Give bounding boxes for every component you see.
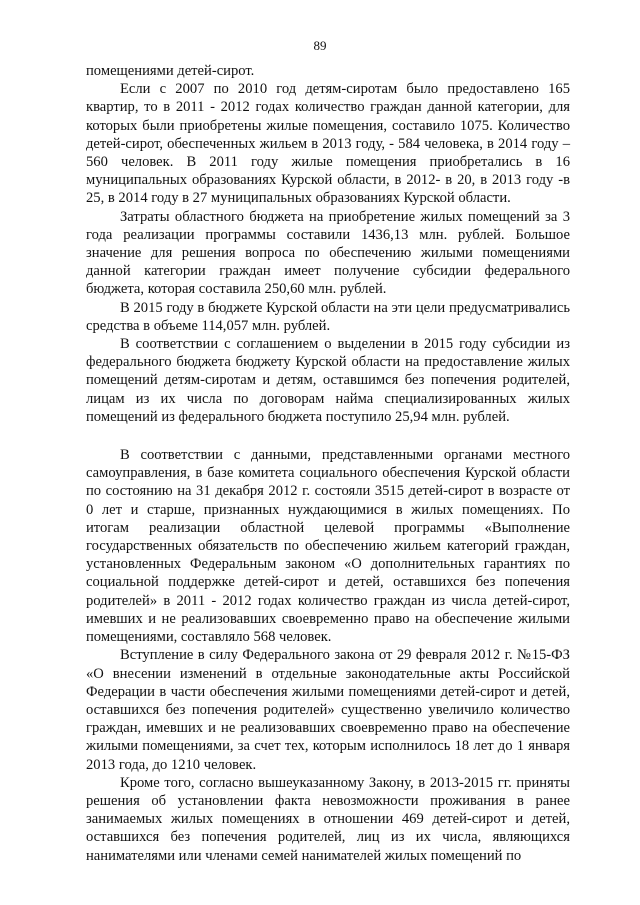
paragraph: В соответствии с данными, представленными органами местного самоуправления, в базе комитета социального обеспечения Курской области по состоянию на 31 декабря 2012 г. состояли 3515 детей-сирот в возрасте от 0 лет и старше, признанных нуждающимися в жилых помещениях. По итогам реализации областной целевой программы «Выполнение государственных обязательств по обеспечению жильем категорий граждан, установленных Федеральным законом «О дополнительных гарантиях по социальной поддержке детей-сирот и детей, оставшихся без попечения родителей» в 2011 - 2012 годах количество граждан из числа детей-сирот, имевших и не реализовавших своевременно право на обеспечение жилыми помещениями, составляло 568 человек. <box>86 447 570 646</box>
paragraph: Вступление в силу Федерального закона от 29 февраля 2012 г. №15-ФЗ «О внесении изменений в отдельные законодательные акты Российской Федерации в части обеспечения жилыми помещениями детей-сирот и детей, оставшихся без попечения родителей» существенно увеличило количество граждан, имевших и не реализовавших своевременно право на обеспечение жилыми помещениями, за счет тех, которым исполнилось 18 лет до 1 января 2013 года, до 1210 человек. <box>86 647 570 773</box>
page-number: 89 <box>313 38 327 53</box>
document-body <box>86 62 570 865</box>
paragraph: Затраты областного бюджета на приобретение жилых помещений за 3 года реализации программы составили 1436,13 млн. рублей. Большое значение для решения вопроса по обеспечению жилыми помещениями данной категории граждан имеет получение субсидии федерального бюджета, которая составила 250,60 млн. рублей. <box>86 208 570 298</box>
paragraph: В 2015 году в бюджете Курской области на эти цели предусматривались средства в объеме 114,057 млн. рублей. <box>86 299 570 334</box>
paragraph: помещениями детей-сирот. <box>86 63 255 79</box>
paragraph: Если с 2007 по 2010 год детям-сиротам было предоставлено 165 квартир, то в 2011 - 2012 годах количество граждан данной категории, для которых были приобретены жилые помещения, составило 1075. Количество детей-сирот, обеспеченных жильем в 2013 году, - 584 человека, в 2014 году – 560 человек. В 2011 году жилые помещения приобретались в 16 муниципальных образованиях Курской области, в 2012- в 20, в 2013 году -в 25, в 2014 году в 27 муниципальных образованиях Курской области. <box>86 81 570 207</box>
paragraph: В соответствии с соглашением о выделении в 2015 году субсидии из федерального бюджета бюджету Курской области на предоставление жилых помещений детям-сиротам и детям, оставшимся без попечения родителей, лицам из их числа по договорам найма специализированных жилых помещений из федерального бюджета поступило 25,94 млн. рублей. <box>86 336 570 425</box>
paragraph: Кроме того, согласно вышеуказанному Закону, в 2013-2015 гг. приняты решения об установлении факта невозможности проживания в ранее занимаемых жилых помещениях в отношении 469 детей-сирот и детей, оставшихся без попечения родителей, лиц из их числа, являющихся нанимателями или членами семей нанимателей жилых помещений по <box>86 774 570 864</box>
